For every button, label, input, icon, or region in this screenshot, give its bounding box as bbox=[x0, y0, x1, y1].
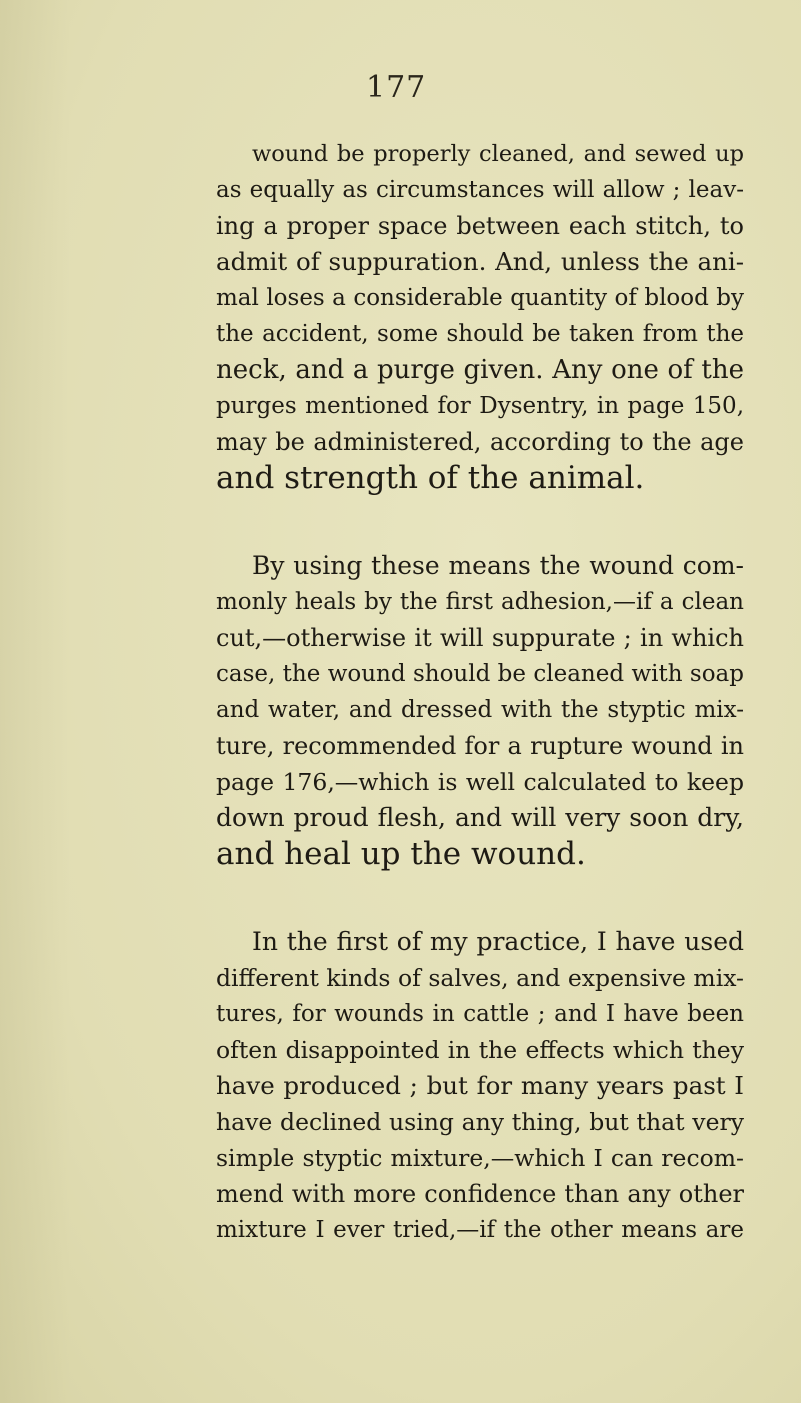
text-line: case, the wound should be cleaned with soap bbox=[216, 661, 744, 687]
text-line: and strength of the animal. bbox=[216, 460, 645, 496]
text-line: mal loses a considerable quantity of blood by bbox=[216, 285, 744, 311]
text-line: different kinds of salves, and expensive mix- bbox=[216, 964, 744, 992]
text-line: often disappointed in the effects which they bbox=[216, 1036, 744, 1064]
page-number: 177 bbox=[366, 70, 427, 105]
text-line: down proud flesh, and will very soon dry, bbox=[216, 803, 744, 832]
text-line: have declined using any thing, but that very bbox=[216, 1108, 744, 1136]
text-line: simple styptic mixture,—which I can recom- bbox=[216, 1144, 744, 1172]
text-line: By using these means the wound com- bbox=[252, 551, 744, 580]
text-line: ture, recommended for a rupture wound in bbox=[216, 732, 744, 760]
text-line: wound be properly cleaned, and sewed up bbox=[252, 141, 744, 167]
text-line: have produced ; but for many years past I bbox=[216, 1071, 744, 1100]
text-line: and heal up the wound. bbox=[216, 836, 586, 872]
text-line: mixture I ever tried,—if the other means are bbox=[216, 1217, 744, 1243]
text-line: tures, for wounds in cattle ; and I have been bbox=[216, 1001, 744, 1027]
text-line: admit of suppuration. And, unless the ani- bbox=[216, 247, 744, 276]
text-line: ing a proper space between each stitch, to bbox=[216, 212, 744, 240]
text-line: as equally as circumstances will allow ; leav- bbox=[216, 177, 744, 203]
text-line: mend with more confidence than any other bbox=[216, 1180, 744, 1208]
text-line: neck, and a purge given. Any one of the bbox=[216, 355, 744, 385]
text-line: purges mentioned for Dysentry, in page 150, bbox=[216, 393, 744, 419]
text-line: may be administered, according to the age bbox=[216, 428, 744, 456]
text-line: and water, and dressed with the styptic mix- bbox=[216, 697, 744, 723]
text-line: the accident, some should be taken from the bbox=[216, 321, 744, 347]
text-line: monly heals by the first adhesion,—if a clean bbox=[216, 589, 744, 615]
text-line: page 176,—which is well calculated to keep bbox=[216, 768, 744, 796]
text-line: In the first of my practice, I have used bbox=[252, 927, 744, 956]
text-line: cut,—otherwise it will suppurate ; in which bbox=[216, 624, 744, 652]
